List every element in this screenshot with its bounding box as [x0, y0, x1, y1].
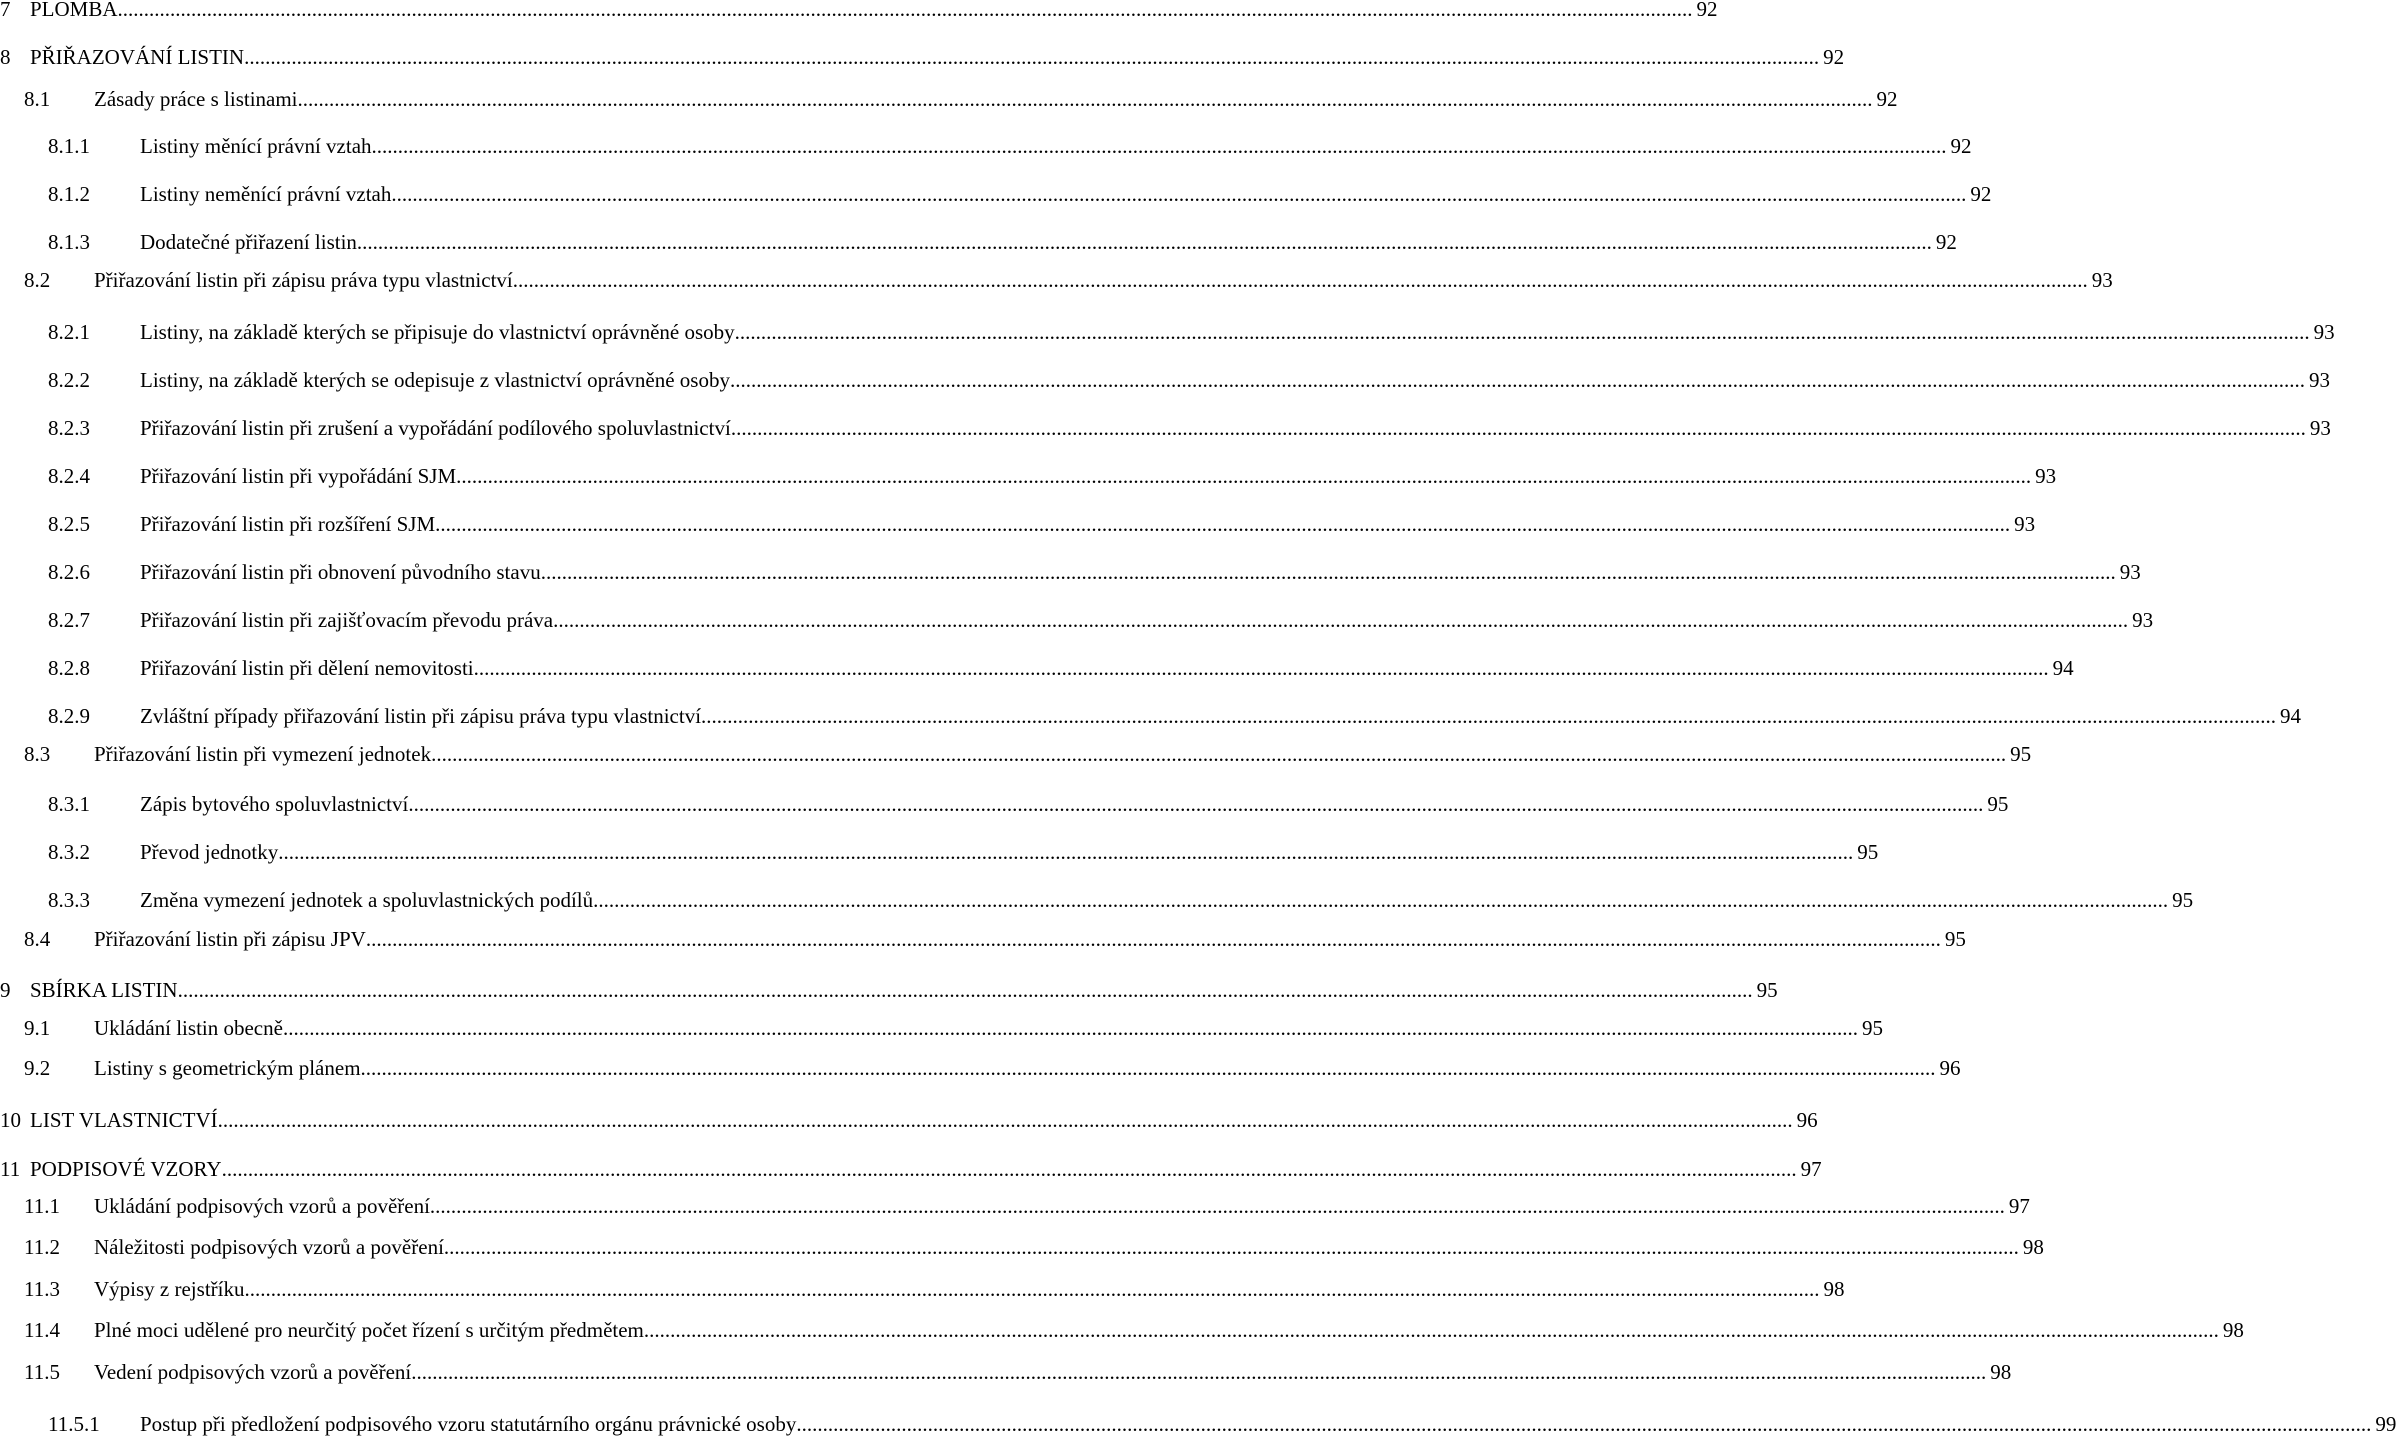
toc-entry-title: Postup při předložení podpisového vzoru statutárního orgánu právnické osoby	[140, 1412, 797, 1436]
dot-leader: ............................................................................................................................................................................................................................................................................................................	[730, 416, 2306, 440]
toc-entry[interactable]	[0, 1316, 2244, 1344]
toc-entry-number: 8.2.5	[48, 512, 90, 536]
toc-entry[interactable]	[0, 266, 2113, 294]
toc-entry[interactable]	[0, 414, 2331, 442]
toc-entry-number: 11.4	[24, 1318, 60, 1342]
toc-entry-page: 95	[1756, 978, 1778, 1002]
toc-entry-page: 92	[1950, 134, 1972, 158]
dot-leader: ............................................................................................................................................................................................................................................................................................................	[356, 230, 1932, 254]
dot-leader: ............................................................................................................................................................................................................................................................................................................	[411, 1360, 1987, 1384]
toc-entry[interactable]	[0, 886, 2194, 914]
toc-entry-title: Přiřazování listin při zápisu práva typu vlastnictví	[94, 268, 513, 292]
toc-entry-page: 95	[1857, 840, 1879, 864]
toc-entry-title: Listiny, na základě kterých se odepisuje z vlastnictví oprávněné osoby	[140, 368, 730, 392]
toc-entry-page: 93	[2091, 268, 2113, 292]
dot-leader: ............................................................................................................................................................................................................................................................................................................	[408, 792, 1984, 816]
toc-entry[interactable]	[0, 1014, 1883, 1042]
toc-entry-number: 8.2.7	[48, 608, 90, 632]
dot-leader: ............................................................................................................................................................................................................................................................................................................	[443, 1235, 2019, 1259]
dot-leader: ............................................................................................................................................................................................................................................................................................................	[456, 464, 2032, 488]
toc-entry-number: 9	[0, 978, 11, 1002]
toc-entry-page: 98	[1990, 1360, 2012, 1384]
toc-entry-number: 11	[0, 1157, 21, 1181]
toc-entry[interactable]	[0, 1410, 2396, 1438]
toc-entry-number: 8.3.1	[48, 792, 90, 816]
toc-entry-title: Listiny s geometrickým plánem	[94, 1056, 361, 1080]
toc-entry-page: 93	[2119, 560, 2141, 584]
toc-entry-page: 93	[2035, 464, 2057, 488]
dot-leader: ............................................................................................................................................................................................................................................................................................................	[734, 320, 2310, 344]
toc-entry-page: 92	[1970, 182, 1992, 206]
toc-entry-page: 98	[1823, 1277, 1845, 1301]
toc-entry-title: SBÍRKA LISTIN	[30, 978, 178, 1002]
toc-entry[interactable]	[0, 790, 2009, 818]
dot-leader: ............................................................................................................................................................................................................................................................................................................	[360, 1056, 1936, 1080]
toc-entry[interactable]	[0, 740, 2032, 768]
toc-entry-number: 7	[0, 0, 11, 21]
toc-entry-number: 8.3.3	[48, 888, 90, 912]
dot-leader: ............................................................................................................................................................................................................................................................................................................	[391, 182, 1967, 206]
toc-entry[interactable]	[0, 1106, 1818, 1134]
toc-entry-title: Ukládání podpisových vzorů a pověření	[94, 1194, 430, 1218]
toc-entry-title: Zápis bytového spoluvlastnictví	[140, 792, 409, 816]
toc-entry-title: Převod jednotky	[140, 840, 279, 864]
toc-entry-number: 8	[0, 45, 11, 69]
toc-entry-title: Listiny neměnící právní vztah	[140, 182, 392, 206]
toc-entry-number: 8.2.4	[48, 464, 90, 488]
dot-leader: ............................................................................................................................................................................................................................................................................................................	[553, 608, 2129, 632]
toc-entry[interactable]	[0, 925, 1966, 953]
toc-entry-number: 8.1	[24, 87, 51, 111]
dot-leader: ............................................................................................................................................................................................................................................................................................................	[117, 0, 1693, 21]
toc-entry-page: 95	[1861, 1016, 1883, 1040]
dot-leader: ............................................................................................................................................................................................................................................................................................................	[429, 1194, 2005, 1218]
toc-entry-title: Výpisy z rejstříku	[94, 1277, 245, 1301]
dot-leader: ............................................................................................................................................................................................................................................................................................................	[729, 368, 2305, 392]
dot-leader: ............................................................................................................................................................................................................................................................................................................	[540, 560, 2116, 584]
toc-entry-title: Přiřazování listin při dělení nemovitosti	[140, 656, 474, 680]
toc-entry-page: 97	[2008, 1194, 2030, 1218]
toc-entry-number: 8.2.2	[48, 368, 90, 392]
toc-entry-title: Přiřazování listin při vymezení jednotek	[94, 742, 432, 766]
toc-entry-page: 96	[1796, 1108, 1818, 1132]
dot-leader: ............................................................................................................................................................................................................................................................................................................	[796, 1412, 2372, 1436]
toc-entry-title: Náležitosti podpisových vzorů a pověření	[94, 1235, 444, 1259]
toc-entry-title: Vedení podpisových vzorů a pověření	[94, 1360, 412, 1384]
toc-entry-number: 11.1	[24, 1194, 60, 1218]
toc-entry[interactable]	[0, 606, 2154, 634]
toc-entry[interactable]	[0, 976, 1778, 1004]
dot-leader: ............................................................................................................................................................................................................................................................................................................	[371, 134, 1947, 158]
toc-entry-page: 93	[2309, 416, 2331, 440]
dot-leader: ............................................................................................................................................................................................................................................................................................................	[297, 87, 1873, 111]
toc-entry-number: 8.1.3	[48, 230, 90, 254]
toc-entry[interactable]	[0, 654, 2074, 682]
toc-entry-page: 97	[1800, 1157, 1822, 1181]
toc-entry-number: 8.2.3	[48, 416, 90, 440]
toc-entry-title: Ukládání listin obecně	[94, 1016, 283, 1040]
toc-entry-title: Zvláštní případy přiřazování listin při zápisu práva typu vlastnictví	[140, 704, 702, 728]
toc-entry-number: 8.2.9	[48, 704, 90, 728]
toc-entry-title: Přiřazování listin při zajišťovacím převodu práva	[140, 608, 554, 632]
toc-entry[interactable]	[0, 43, 1845, 71]
toc-entry-page: 95	[1987, 792, 2009, 816]
toc-entry-number: 9.2	[24, 1056, 51, 1080]
toc-entry-number: 8.1.1	[48, 134, 90, 158]
toc-entry-page: 93	[2014, 512, 2036, 536]
toc-entry-number: 11.5.1	[48, 1412, 100, 1436]
toc-entry[interactable]	[0, 366, 2330, 394]
toc-entry-number: 8.2.1	[48, 320, 90, 344]
dot-leader: ............................................................................................................................................................................................................................................................................................................	[221, 1157, 1797, 1181]
toc-entry[interactable]	[0, 1155, 1822, 1183]
dot-leader: ............................................................................................................................................................................................................................................................................................................	[282, 1016, 1858, 1040]
toc-entry-number: 11.5	[24, 1360, 60, 1384]
toc-entry-title: Změna vymezení jednotek a spoluvlastnických podílů	[140, 888, 594, 912]
dot-leader: ............................................................................................................................................................................................................................................................................................................	[512, 268, 2088, 292]
toc-entry-number: 8.4	[24, 927, 51, 951]
toc-entry-title: PŘIŘAZOVÁNÍ LISTIN	[30, 45, 245, 69]
toc-entry-page: 98	[2022, 1235, 2044, 1259]
toc-entry-page: 93	[2313, 320, 2335, 344]
toc-entry[interactable]	[0, 462, 2057, 490]
toc-entry-page: 98	[2222, 1318, 2244, 1342]
toc-entry-title: Listiny měnící právní vztah	[140, 134, 372, 158]
toc-entry-page: 99	[2375, 1412, 2396, 1436]
toc-entry-title: Přiřazování listin při zápisu JPV	[94, 927, 366, 951]
dot-leader: ............................................................................................................................................................................................................................................................................................................	[278, 840, 1854, 864]
toc-entry[interactable]	[0, 1233, 2044, 1261]
toc-entry-page: 95	[1944, 927, 1966, 951]
toc-entry-page: 95	[2172, 888, 2194, 912]
toc-entry[interactable]	[0, 318, 2335, 346]
toc-entry-number: 11.3	[24, 1277, 60, 1301]
toc-entry-number: 10	[0, 1108, 21, 1132]
toc-entry-title: LIST VLASTNICTVÍ	[30, 1108, 218, 1132]
dot-leader: ............................................................................................................................................................................................................................................................................................................	[593, 888, 2169, 912]
toc-entry[interactable]	[0, 702, 2302, 730]
toc-entry-page: 93	[2132, 608, 2154, 632]
toc-entry-title: Přiřazování listin při zrušení a vypořádání podílového spoluvlastnictví	[140, 416, 731, 440]
dot-leader: ............................................................................................................................................................................................................................................................................................................	[431, 742, 2007, 766]
toc-entry-number: 8.1.2	[48, 182, 90, 206]
toc-entry[interactable]	[0, 558, 2141, 586]
toc-entry[interactable]	[0, 1054, 1961, 1082]
dot-leader: ............................................................................................................................................................................................................................................................................................................	[177, 978, 1753, 1002]
toc-entry-number: 8.2.8	[48, 656, 90, 680]
toc-entry-number: 8.2.6	[48, 560, 90, 584]
toc-entry-title: Přiřazování listin při vypořádání SJM	[140, 464, 457, 488]
dot-leader: ............................................................................................................................................................................................................................................................................................................	[244, 45, 1820, 69]
toc-entry-number: 8.2	[24, 268, 51, 292]
dot-leader: ............................................................................................................................................................................................................................................................................................................	[365, 927, 1941, 951]
dot-leader: ............................................................................................................................................................................................................................................................................................................	[701, 704, 2277, 728]
toc-entry-page: 94	[2280, 704, 2302, 728]
toc-entry[interactable]	[0, 1275, 1845, 1303]
dot-leader: ............................................................................................................................................................................................................................................................................................................	[435, 512, 2011, 536]
toc-entry-page: 95	[2010, 742, 2032, 766]
toc-entry-title: Přiřazování listin při rozšíření SJM	[140, 512, 436, 536]
toc-entry[interactable]	[0, 838, 1879, 866]
toc-entry-title: Zásady práce s listinami	[94, 87, 298, 111]
toc-entry[interactable]	[0, 1192, 2030, 1220]
toc-entry-number: 8.3.2	[48, 840, 90, 864]
dot-leader: ............................................................................................................................................................................................................................................................................................................	[473, 656, 2049, 680]
dot-leader: ............................................................................................................................................................................................................................................................................................................	[217, 1108, 1793, 1132]
toc-entry[interactable]	[0, 180, 1992, 208]
toc-entry-title: PLOMBA	[30, 0, 118, 21]
toc-entry[interactable]	[0, 0, 1718, 23]
toc-entry-number: 11.2	[24, 1235, 60, 1259]
toc-entry-page: 96	[1939, 1056, 1961, 1080]
dot-leader: ............................................................................................................................................................................................................................................................................................................	[244, 1277, 1820, 1301]
toc-entry[interactable]	[0, 132, 1972, 160]
toc-entry-number: 8.3	[24, 742, 51, 766]
toc-entry-title: PODPISOVÉ VZORY	[30, 1157, 222, 1181]
toc-entry[interactable]	[0, 1358, 2012, 1386]
toc-entry-page: 92	[1935, 230, 1957, 254]
toc-entry-title: Listiny, na základě kterých se připisuje do vlastnictví oprávněné osoby	[140, 320, 735, 344]
toc-entry-page: 92	[1876, 87, 1898, 111]
toc-entry-page: 94	[2052, 656, 2074, 680]
dot-leader: ............................................................................................................................................................................................................................................................................................................	[643, 1318, 2219, 1342]
toc-entry-title: Přiřazování listin při obnovení původního stavu	[140, 560, 541, 584]
toc-entry-page: 92	[1823, 45, 1845, 69]
toc-entry[interactable]	[0, 228, 1957, 256]
toc-entry[interactable]	[0, 510, 2036, 538]
toc-entry-page: 92	[1696, 0, 1718, 21]
toc-entry-title: Plné moci udělené pro neurčitý počet řízení s určitým předmětem	[94, 1318, 644, 1342]
toc-entry[interactable]	[0, 85, 1898, 113]
toc-entry-title: Dodatečné přiřazení listin	[140, 230, 357, 254]
toc-entry-number: 9.1	[24, 1016, 51, 1040]
toc-entry-page: 93	[2308, 368, 2330, 392]
